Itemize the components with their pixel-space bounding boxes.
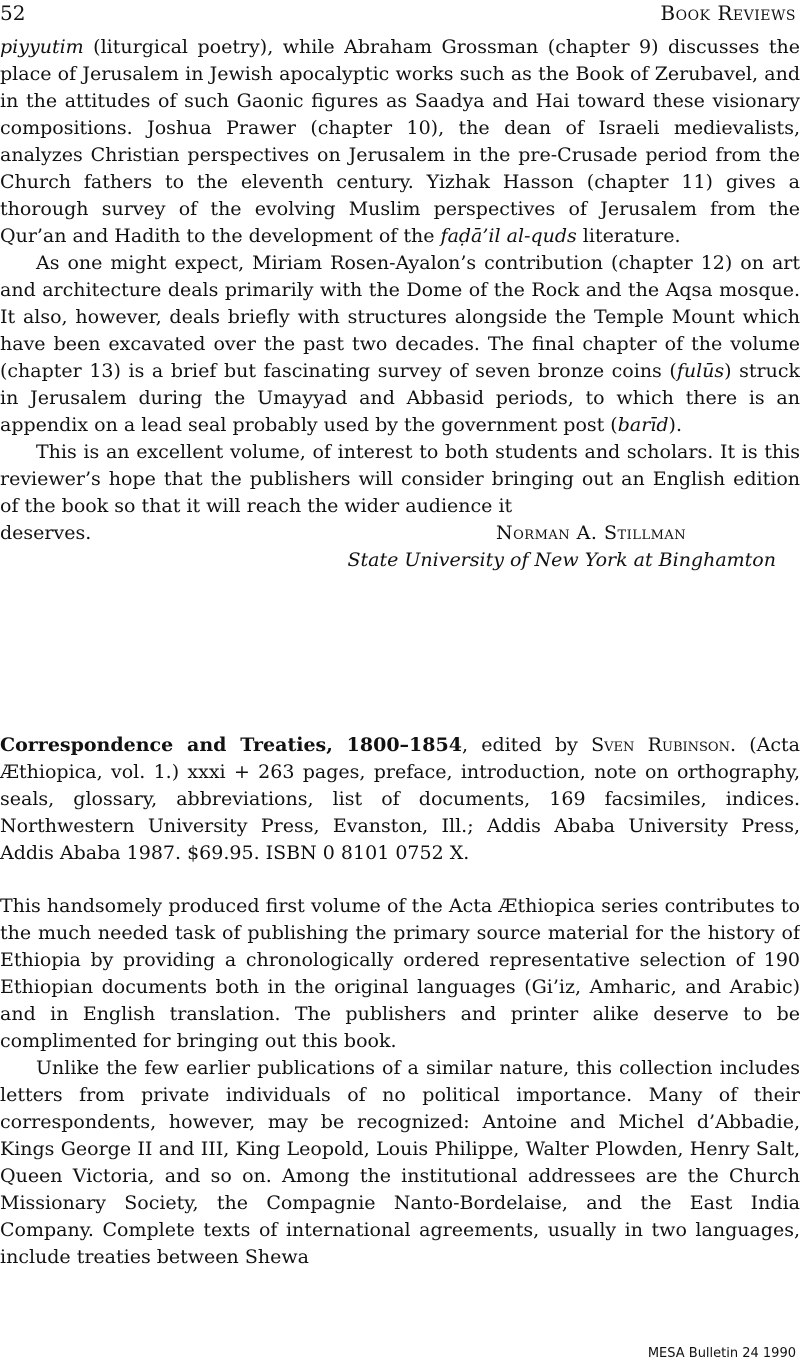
review-paragraph: This is an excellent volume, of interest to both students and scholars. It is this reviewer’s hope that the publishers will consider bringing out an English edition of the book so that it will reach the wider audience it xyxy=(0,441,800,517)
review-paragraph: Unlike the few earlier publications of a similar nature, this collection includes letters from private individuals of no political importance. Many of their correspondents, however, may be recognized: Antoine and Michel d’Abbadie, Kings George II and III, King Leopold, Louis Philippe, Walter Plowden, Henry Salt, Queen Victoria, and so on. Among the institutional addressees are the Church Missionary Society, the Compagnie Nanto-Bordelaise, and the East India Company. Complete texts of international agreements, usually in two languages, include treaties between Shewa xyxy=(0,1057,800,1268)
review-paragraph: This handsomely produced first volume of the Acta Æthiopica series contributes to the much needed task of publishing the primary source material for the history of Ethiopia by providing a chronologically ordered representative selection of 190 Ethiopian documents both in the original languages (Gi’iz, Amharic, and Arabic) and in English translation. The publishers and printer alike deserve to be complimented for bringing out this book. xyxy=(0,895,800,1052)
running-title: Book Reviews xyxy=(660,1,796,25)
editor-name: Sven Rubinson xyxy=(591,734,730,756)
citation-text: Correspondence and Treaties, 1800–1854, edited by Sven Rubinson. (Acta Æthiopica, vol. 1.) xxxi + 263 pages, preface, introduction, note on orthography, seals, glossary, abbreviations, list of documents, 169 facsimiles, indices. Northwestern University Press, Evanston, Ill.; Addis Ababa University Press, Addis Ababa 1987. $69.95. ISBN 0 8101 0752 X. xyxy=(0,734,800,864)
review-paragraph: As one might expect, Miriam Rosen-Ayalon’s contribution (chapter 12) on art and architecture deals primarily with the Dome of the Rock and the Aqsa mosque. It also, however, deals briefly with structures alongside the Temple Mount which have been excavated over the past two decades. The final chapter of the volume (chapter 13) is a brief but fascinating survey of seven bronze coins (fulūs) struck in Jerusalem during the Umayyad and Abbasid periods, to which there is an appendix on a lead seal probably used by the government post (barīd). xyxy=(0,252,800,436)
review-paragraph: piyyutim (liturgical poetry), while Abraham Grossman (chapter 9) discusses the place of Jerusalem in Jewish apocalyptic works such as the Book of Zerubavel, and in the attitudes of such Gaonic figures as Saadya and Hai toward these visionary compositions. Joshua Prawer (chapter 10), the dean of Israeli medievalists, analyzes Christian perspectives on Jerusalem in the pre-Crusade period from the Church fathers to the eleventh century. Yizhak Hasson (chapter 11) gives a thorough survey of the evolving Muslim perspectives of Jerusalem from the Qur’an and Hadith to the development of the faḍā’il al-quds literature. xyxy=(0,36,800,247)
signature-line xyxy=(0,520,800,547)
reviewer-name: Norman A. Stillman xyxy=(496,522,687,544)
book-title: Correspondence and Treaties, 1800–1854 xyxy=(0,734,462,756)
reviewer-affiliation: State University of New York at Binghamton xyxy=(347,549,776,571)
journal-footer: MESA Bulletin 24 1990 xyxy=(647,1346,796,1361)
book-citation xyxy=(0,732,800,867)
first-review xyxy=(0,34,800,574)
book-details: (Acta Æthiopica, vol. 1.) xxxi + 263 pages, preface, introduction, note on orthography, seals, glossary, abbreviations, list of documents, 169 facsimiles, indices. Northwestern University Press, Evanston, Ill.; Addis Ababa University Press, Addis Ababa 1987. $69.95. ISBN 0 8101 0752 X. xyxy=(0,734,800,864)
paragraph-end: deserves. xyxy=(0,522,92,544)
page-header xyxy=(0,0,800,26)
second-review xyxy=(0,893,800,1271)
page-number: 52 xyxy=(0,1,26,25)
